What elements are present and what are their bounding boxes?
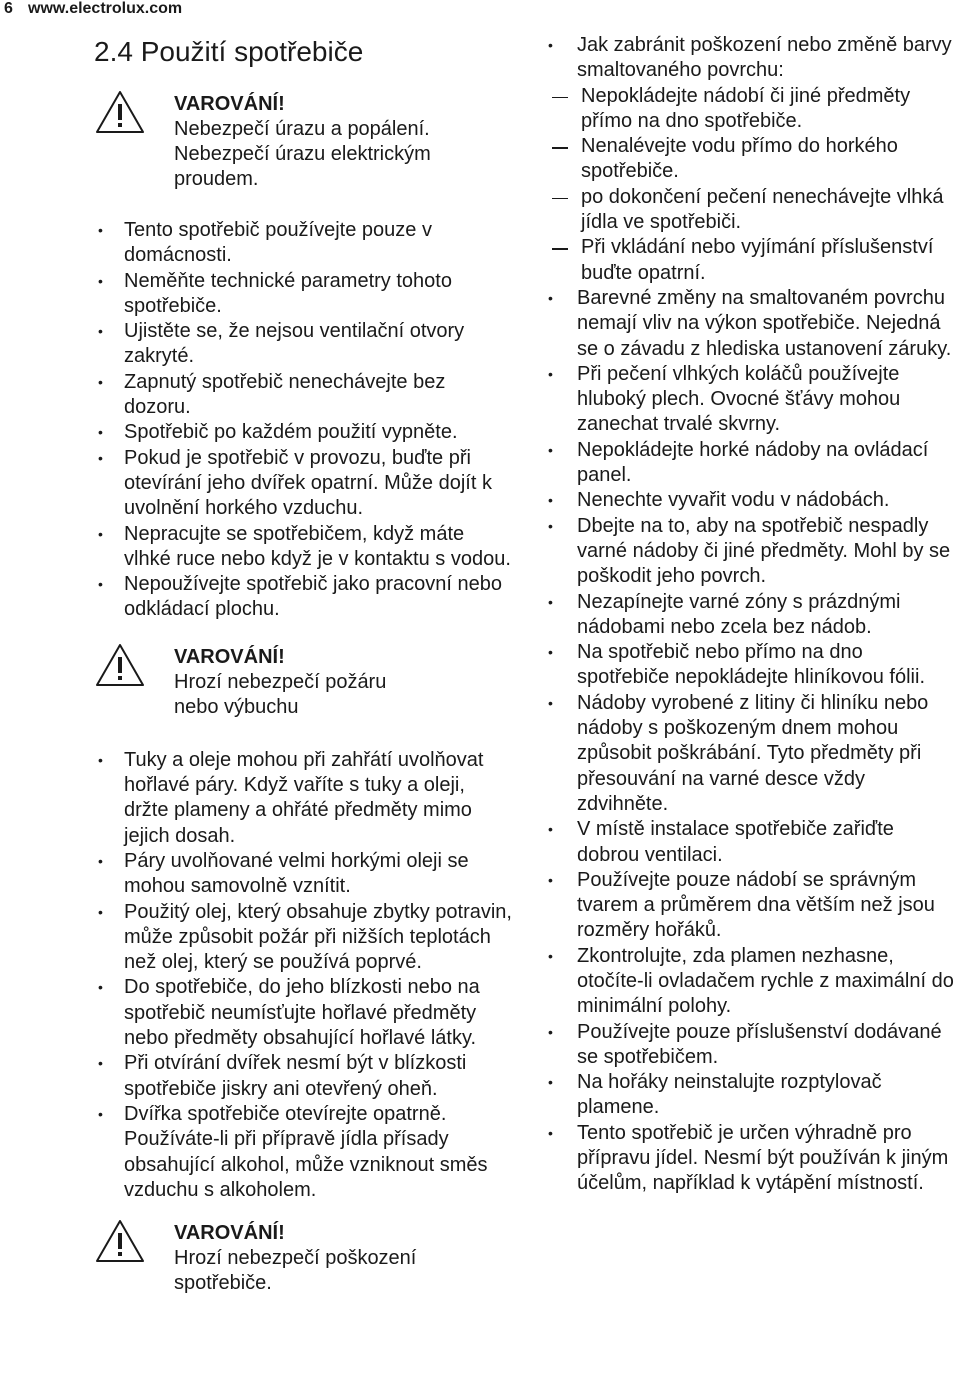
list-item xyxy=(543,33,960,286)
warning-text: Hrozí nebezpečí poškození xyxy=(174,1247,417,1270)
warning-triangle-icon xyxy=(94,642,146,688)
list-item: • Používejte pouze příslušenství dodávané se spotřebičem. xyxy=(543,1020,960,1071)
list-item: • Při otvírání dvířek nesmí být v blízkosti spotřebiče jiskry ani otevřený oheň. xyxy=(94,1051,514,1102)
sublist-item: Nepokládejte nádobí či jiné předměty přímo na dno spotřebiče. xyxy=(547,84,960,135)
warning-text: Nebezpečí úrazu elektrickým xyxy=(174,143,431,165)
warning-fire xyxy=(94,645,514,720)
list-item: • Tento spotřebič používejte pouze v domácnosti. xyxy=(94,218,514,269)
warning-title: VAROVÁNÍ! xyxy=(174,645,285,668)
list-item: • V místě instalace spotřebiče zařiďte dobrou ventilaci. xyxy=(543,817,960,868)
warning-triangle-icon xyxy=(94,89,146,135)
sublist-item: Nenalévejte vodu přímo do horkého spotřebiče. xyxy=(547,134,960,185)
sublist-item: Při vkládání nebo vyjímání příslušenství buďte opatrní. xyxy=(547,235,960,286)
enamel-list xyxy=(543,33,960,1197)
list-item: • Nenechte vyvařit vodu v nádobách. xyxy=(543,488,960,513)
warning-text: proudem. xyxy=(174,168,259,190)
site-url: www.electrolux.com xyxy=(28,0,183,17)
section-title: 2.4 Použití spotřebiče xyxy=(94,36,364,67)
enamel-sublist xyxy=(577,84,960,286)
list-item: • Nepokládejte horké nádoby na ovládací panel. xyxy=(543,438,960,489)
list-item: • Na hořáky neinstalujte rozptylovač plamene. xyxy=(543,1070,960,1121)
list-item: • Nepoužívejte spotřebič jako pracovní nebo odkládací plochu. xyxy=(94,572,514,623)
list-item: • Spotřebič po každém použití vypněte. xyxy=(94,420,514,445)
list-item: • Pokud je spotřebič v provozu, buďte při otevírání jeho dvířek opatrní. Může dojít k uvolnění horkého vzduchu. xyxy=(94,446,514,522)
warning-text: nebo výbuchu xyxy=(174,695,299,718)
list-item: • Nezapínejte varné zóny s prázdnými nádobami nebo zcela bez nádob. xyxy=(543,590,960,641)
list-item: • Do spotřebiče, do jeho blízkosti nebo na spotřebič neumísťujte hořlavé předměty nebo předměty obsahující hořlavé látky. xyxy=(94,975,514,1051)
fire-list xyxy=(94,748,514,1203)
warning-triangle-icon xyxy=(94,1218,146,1264)
list-item: • Barevné změny na smaltovaném povrchu nemají vliv na výkon spotřebiče. Nejedná se o závadu z hlediska ustanovení záruky. xyxy=(543,286,960,362)
list-item: • Při pečení vlhkých koláčů používejte hluboký plech. Ovocné šťávy mohou zanechat trvalé skvrny. xyxy=(543,362,960,438)
page-number: 6 xyxy=(4,0,13,17)
list-item: • Zkontrolujte, zda plamen nezhasne, otočíte-li ovladačem rychle z maximální do minimální polohy. xyxy=(543,944,960,1020)
list-item: • Páry uvolňované velmi horkými oleji se mohou samovolně vznítit. xyxy=(94,849,514,900)
warning-injury xyxy=(94,92,514,192)
warning-damage xyxy=(94,1221,514,1296)
warning-title: VAROVÁNÍ! xyxy=(174,93,285,115)
list-item: • Nádoby vyrobené z litiny či hliníku nebo nádoby s poškozeným dnem mohou způsobit poškrábání. Tyto předměty při přesouvání na varné desce vždy zdvihněte. xyxy=(543,691,960,817)
list-item: • Použitý olej, který obsahuje zbytky potravin, může způsobit požár při nižších teplotách než olej, který se používá poprvé. xyxy=(94,900,514,976)
warning-text: Hrozí nebezpečí požáru xyxy=(174,670,387,693)
list-item: • Neměňte technické parametry tohoto spotřebiče. xyxy=(94,269,514,320)
usage-list xyxy=(94,218,514,623)
list-item: • Používejte pouze nádobí se správným tvarem a průměrem dna větším než jsou rozměry hořáků. xyxy=(543,868,960,944)
list-item: • Ujistěte se, že nejsou ventilační otvory zakryté. xyxy=(94,319,514,370)
warning-text: Nebezpečí úrazu a popálení. xyxy=(174,118,430,140)
list-item: • Dvířka spotřebiče otevírejte opatrně. Používáte-li při přípravě jídla přísady obsahující alkohol, může vzniknout směs vzduchu s alkoholem. xyxy=(94,1102,514,1203)
warning-text: spotřebiče. xyxy=(174,1272,272,1295)
warning-title: VAROVÁNÍ! xyxy=(174,1222,285,1245)
list-item: • Tuky a oleje mohou při zahřátí uvolňovat hořlavé páry. Když vaříte s tuky a oleji, držte plameny a ohřáté předměty mimo jejich dosah. xyxy=(94,748,514,849)
list-item: • Zapnutý spotřebič nenechávejte bez dozoru. xyxy=(94,370,514,421)
list-item: • Nepracujte se spotřebičem, když máte vlhké ruce nebo když je v kontaktu s vodou. xyxy=(94,522,514,573)
list-item-text: Jak zabránit poškození nebo změně barvy smaltovaného povrchu: xyxy=(577,34,952,82)
list-item: • Na spotřebič nebo přímo na dno spotřebiče nepokládejte hliníkovou fólii. xyxy=(543,640,960,691)
list-item: • Tento spotřebič je určen výhradně pro přípravu jídel. Nesmí být používán k jiným účelům, například k vytápění místností. xyxy=(543,1121,960,1197)
sublist-item: po dokončení pečení nenechávejte vlhká jídla ve spotřebiči. xyxy=(547,185,960,236)
right-column xyxy=(543,33,960,1213)
list-item: • Dbejte na to, aby na spotřebič nespadly varné nádoby či jiné předměty. Mohl by se poškodit jeho povrch. xyxy=(543,514,960,590)
left-column xyxy=(94,34,514,1312)
